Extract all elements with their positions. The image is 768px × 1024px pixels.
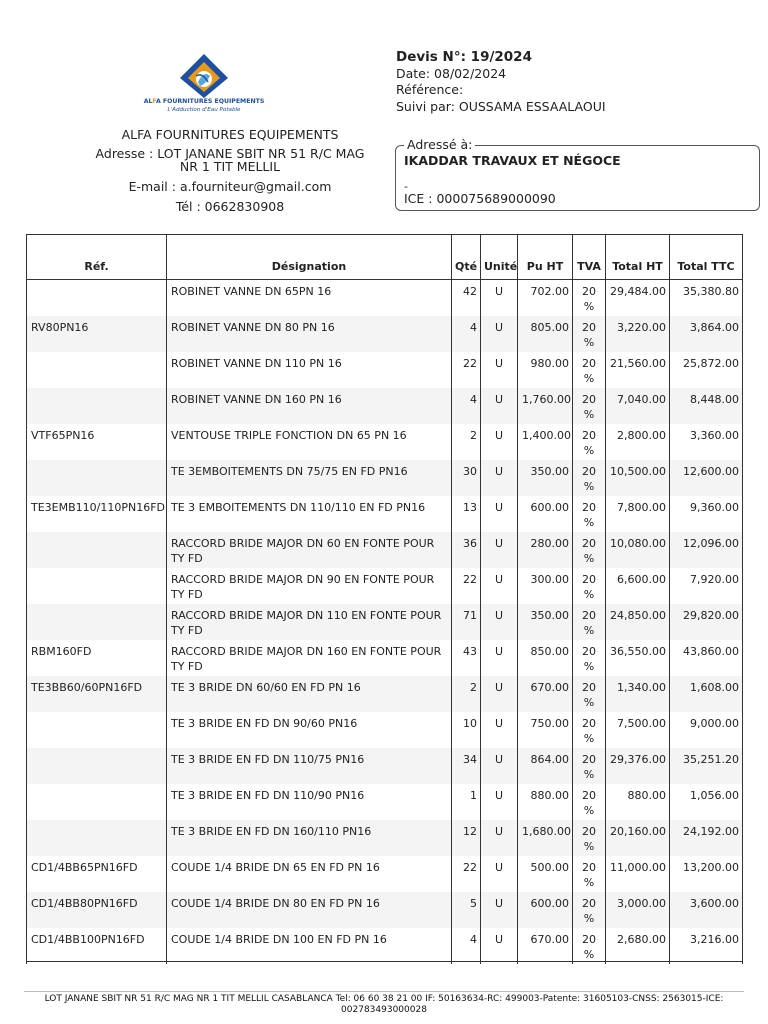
client-dash: - [404, 180, 408, 193]
cell-total-ht: 21,560.00 [606, 352, 670, 388]
cell-designation: TE 3 BRIDE DN 60/60 EN FD PN 16 [167, 676, 452, 712]
cell-total-ht: 2,680.00 [606, 928, 670, 964]
cell-total-ht: 7,800.00 [606, 496, 670, 532]
devis-number: Devis N°: 19/2024 [396, 49, 532, 65]
cell-tva: 20 % [573, 424, 606, 460]
cell-qte: 30 [452, 460, 481, 496]
cell-total-ht: 29,484.00 [606, 280, 670, 317]
cell-ref [27, 568, 167, 604]
cell-pu-ht: 880.00 [518, 784, 573, 820]
cell-total-ht: 6,600.00 [606, 568, 670, 604]
cell-designation: COUDE 1/4 BRIDE DN 80 EN FD PN 16 [167, 892, 452, 928]
cell-qte: 22 [452, 856, 481, 892]
cell-total-ht: 3,220.00 [606, 316, 670, 352]
cell-designation: RACCORD BRIDE MAJOR DN 160 EN FONTE POUR TY FD [167, 640, 452, 676]
cell-pu-ht: 500.00 [518, 856, 573, 892]
cell-qte: 22 [452, 568, 481, 604]
table-row [27, 352, 743, 388]
cell-total-ht: 29,376.00 [606, 748, 670, 784]
table-bottom-border [26, 961, 742, 962]
cell-ref [27, 460, 167, 496]
company-name: ALFA FOURNITURES EQUIPEMENTS [121, 127, 339, 142]
cell-tva: 20 % [573, 388, 606, 424]
cell-qte: 4 [452, 928, 481, 964]
cell-unite: U [481, 280, 518, 317]
table-row [27, 460, 743, 496]
col-header-total-ttc: Total TTC [670, 235, 743, 280]
cell-tva: 20 % [573, 532, 606, 568]
cell-qte: 43 [452, 640, 481, 676]
cell-unite: U [481, 892, 518, 928]
cell-tva: 20 % [573, 280, 606, 317]
cell-pu-ht: 805.00 [518, 316, 573, 352]
table-row [27, 928, 743, 964]
cell-qte: 4 [452, 388, 481, 424]
cell-tva: 20 % [573, 856, 606, 892]
footer-divider [24, 991, 744, 992]
cell-total-ht: 880.00 [606, 784, 670, 820]
client-legend: Adressé à: [404, 137, 475, 152]
cell-ref: VTF65PN16 [27, 424, 167, 460]
cell-tva: 20 % [573, 712, 606, 748]
cell-tva: 20 % [573, 928, 606, 964]
logo-tagline: L'Adduction d'Eau Potable [167, 107, 241, 113]
cell-total-ttc: 35,380.80 [670, 280, 743, 317]
cell-unite: U [481, 676, 518, 712]
cell-ref [27, 604, 167, 640]
cell-designation: VENTOUSE TRIPLE FONCTION DN 65 PN 16 [167, 424, 452, 460]
cell-ref [27, 532, 167, 568]
cell-tva: 20 % [573, 568, 606, 604]
cell-designation: RACCORD BRIDE MAJOR DN 110 EN FONTE POUR TY FD [167, 604, 452, 640]
cell-total-ttc: 1,608.00 [670, 676, 743, 712]
cell-pu-ht: 670.00 [518, 928, 573, 964]
cell-ref: RBM160FD [27, 640, 167, 676]
table-row [27, 748, 743, 784]
cell-total-ttc: 13,200.00 [670, 856, 743, 892]
cell-unite: U [481, 604, 518, 640]
table-row [27, 604, 743, 640]
cell-qte: 71 [452, 604, 481, 640]
cell-total-ht: 10,080.00 [606, 532, 670, 568]
cell-pu-ht: 280.00 [518, 532, 573, 568]
cell-total-ttc: 9,000.00 [670, 712, 743, 748]
col-header-ref: Réf. [27, 235, 167, 280]
cell-pu-ht: 702.00 [518, 280, 573, 317]
cell-tva: 20 % [573, 316, 606, 352]
cell-designation: RACCORD BRIDE MAJOR DN 90 EN FONTE POUR TY FD [167, 568, 452, 604]
cell-designation: ROBINET VANNE DN 80 PN 16 [167, 316, 452, 352]
cell-pu-ht: 1,400.00 [518, 424, 573, 460]
cell-unite: U [481, 820, 518, 856]
cell-pu-ht: 350.00 [518, 460, 573, 496]
cell-ref [27, 712, 167, 748]
cell-total-ht: 11,000.00 [606, 856, 670, 892]
cell-tva: 20 % [573, 820, 606, 856]
cell-qte: 42 [452, 280, 481, 317]
cell-designation: COUDE 1/4 BRIDE DN 65 EN FD PN 16 [167, 856, 452, 892]
cell-pu-ht: 300.00 [518, 568, 573, 604]
cell-qte: 4 [452, 316, 481, 352]
table-row [27, 856, 743, 892]
cell-ref [27, 820, 167, 856]
client-ice: ICE : 000075689000090 [404, 191, 556, 206]
table-row [27, 712, 743, 748]
cell-pu-ht: 750.00 [518, 712, 573, 748]
cell-total-ht: 20,160.00 [606, 820, 670, 856]
page-footer: LOT JANANE SBIT NR 51 R/C MAG NR 1 TIT MELLIL CASABLANCA Tel: 06 60 38 21 00 IF: 50163634-RC: 499003-Patente: 31605103-CNSS: 2563015-ICE: 002783493000028 [44, 994, 724, 1015]
col-header-total-ht: Total HT [606, 235, 670, 280]
cell-qte: 22 [452, 352, 481, 388]
devis-date: Date: 08/02/2024 [396, 65, 507, 81]
cell-total-ttc: 7,920.00 [670, 568, 743, 604]
cell-designation: TE 3 BRIDE EN FD DN 110/90 PN16 [167, 784, 452, 820]
cell-unite: U [481, 712, 518, 748]
cell-tva: 20 % [573, 784, 606, 820]
cell-qte: 34 [452, 748, 481, 784]
logo-brand-text: ALFA FOURNITURES EQUIPEMENTS [143, 98, 265, 105]
cell-pu-ht: 1,760.00 [518, 388, 573, 424]
cell-designation: TE 3 EMBOITEMENTS DN 110/110 EN FD PN16 [167, 496, 452, 532]
table-row [27, 676, 743, 712]
cell-total-ttc: 12,600.00 [670, 460, 743, 496]
cell-total-ttc: 3,360.00 [670, 424, 743, 460]
col-header-unite: Unité [481, 235, 518, 280]
table-row [27, 280, 743, 317]
col-header-pu-ht: Pu HT [518, 235, 573, 280]
table-row [27, 568, 743, 604]
client-name: IKADDAR TRAVAUX ET NÉGOCE [404, 153, 621, 168]
cell-total-ttc: 9,360.00 [670, 496, 743, 532]
cell-tva: 20 % [573, 460, 606, 496]
cell-total-ttc: 12,096.00 [670, 532, 743, 568]
cell-unite: U [481, 856, 518, 892]
cell-designation: ROBINET VANNE DN 65PN 16 [167, 280, 452, 317]
table-row [27, 532, 743, 568]
cell-ref [27, 748, 167, 784]
company-address: Adresse : LOT JANANE SBIT NR 51 R/C MAG NR 1 TIT MELLIL [95, 146, 365, 174]
cell-tva: 20 % [573, 496, 606, 532]
devis-info [396, 49, 606, 115]
table-row [27, 388, 743, 424]
cell-pu-ht: 864.00 [518, 748, 573, 784]
cell-ref: CD1/4BB65PN16FD [27, 856, 167, 892]
cell-total-ht: 36,550.00 [606, 640, 670, 676]
cell-unite: U [481, 496, 518, 532]
cell-total-ht: 24,850.00 [606, 604, 670, 640]
cell-total-ht: 7,040.00 [606, 388, 670, 424]
table-row [27, 892, 743, 928]
cell-total-ttc: 3,216.00 [670, 928, 743, 964]
table-row [27, 496, 743, 532]
col-header-designation: Désignation [167, 235, 452, 280]
cell-pu-ht: 670.00 [518, 676, 573, 712]
cell-unite: U [481, 532, 518, 568]
table-row [27, 784, 743, 820]
cell-designation: COUDE 1/4 BRIDE DN 100 EN FD PN 16 [167, 928, 452, 964]
table-header-row [27, 235, 743, 280]
cell-total-ttc: 25,872.00 [670, 352, 743, 388]
table-row [27, 820, 743, 856]
cell-designation: ROBINET VANNE DN 160 PN 16 [167, 388, 452, 424]
cell-tva: 20 % [573, 892, 606, 928]
cell-designation: TE 3EMBOITEMENTS DN 75/75 EN FD PN16 [167, 460, 452, 496]
cell-unite: U [481, 928, 518, 964]
cell-total-ttc: 29,820.00 [670, 604, 743, 640]
items-table [26, 234, 743, 964]
table-row [27, 424, 743, 460]
cell-unite: U [481, 784, 518, 820]
cell-qte: 2 [452, 424, 481, 460]
cell-qte: 10 [452, 712, 481, 748]
cell-designation: ROBINET VANNE DN 110 PN 16 [167, 352, 452, 388]
cell-unite: U [481, 460, 518, 496]
cell-tva: 20 % [573, 604, 606, 640]
client-address-box [395, 137, 760, 211]
cell-tva: 20 % [573, 748, 606, 784]
cell-unite: U [481, 388, 518, 424]
cell-ref: CD1/4BB80PN16FD [27, 892, 167, 928]
cell-unite: U [481, 568, 518, 604]
company-logo [140, 46, 268, 118]
cell-total-ttc: 3,600.00 [670, 892, 743, 928]
cell-tva: 20 % [573, 676, 606, 712]
cell-designation: TE 3 BRIDE EN FD DN 110/75 PN16 [167, 748, 452, 784]
table-row [27, 640, 743, 676]
cell-total-ttc: 24,192.00 [670, 820, 743, 856]
cell-ref: TE3EMB110/110PN16FD [27, 496, 167, 532]
cell-ref [27, 784, 167, 820]
cell-total-ttc: 8,448.00 [670, 388, 743, 424]
cell-total-ttc: 35,251.20 [670, 748, 743, 784]
cell-qte: 5 [452, 892, 481, 928]
cell-qte: 12 [452, 820, 481, 856]
cell-unite: U [481, 352, 518, 388]
company-phone: Tél : 0662830908 [175, 199, 285, 214]
cell-ref: TE3BB60/60PN16FD [27, 676, 167, 712]
cell-unite: U [481, 424, 518, 460]
cell-total-ttc: 3,864.00 [670, 316, 743, 352]
cell-pu-ht: 980.00 [518, 352, 573, 388]
cell-pu-ht: 1,680.00 [518, 820, 573, 856]
cell-total-ht: 2,800.00 [606, 424, 670, 460]
cell-unite: U [481, 748, 518, 784]
col-header-qte: Qté [452, 235, 481, 280]
cell-total-ht: 10,500.00 [606, 460, 670, 496]
devis-reference: Référence: [396, 82, 464, 97]
cell-total-ht: 7,500.00 [606, 712, 670, 748]
devis-suivi: Suivi par: OUSSAMA ESSAALAOUI [396, 98, 606, 114]
cell-qte: 2 [452, 676, 481, 712]
cell-total-ttc: 43,860.00 [670, 640, 743, 676]
cell-ref [27, 280, 167, 317]
company-email: E-mail : a.fourniteur@gmail.com [128, 179, 332, 194]
cell-qte: 1 [452, 784, 481, 820]
cell-pu-ht: 600.00 [518, 892, 573, 928]
cell-qte: 36 [452, 532, 481, 568]
cell-designation: TE 3 BRIDE EN FD DN 90/60 PN16 [167, 712, 452, 748]
cell-total-ttc: 1,056.00 [670, 784, 743, 820]
cell-tva: 20 % [573, 640, 606, 676]
cell-pu-ht: 850.00 [518, 640, 573, 676]
logo-emblem-icon [140, 46, 268, 98]
cell-pu-ht: 600.00 [518, 496, 573, 532]
table-row [27, 316, 743, 352]
cell-total-ht: 3,000.00 [606, 892, 670, 928]
cell-ref [27, 352, 167, 388]
cell-ref: RV80PN16 [27, 316, 167, 352]
cell-ref [27, 388, 167, 424]
cell-designation: TE 3 BRIDE EN FD DN 160/110 PN16 [167, 820, 452, 856]
cell-total-ht: 1,340.00 [606, 676, 670, 712]
cell-tva: 20 % [573, 352, 606, 388]
cell-qte: 13 [452, 496, 481, 532]
cell-pu-ht: 350.00 [518, 604, 573, 640]
cell-unite: U [481, 640, 518, 676]
cell-unite: U [481, 316, 518, 352]
cell-ref: CD1/4BB100PN16FD [27, 928, 167, 964]
cell-designation: RACCORD BRIDE MAJOR DN 60 EN FONTE POUR TY FD [167, 532, 452, 568]
col-header-tva: TVA [573, 235, 606, 280]
